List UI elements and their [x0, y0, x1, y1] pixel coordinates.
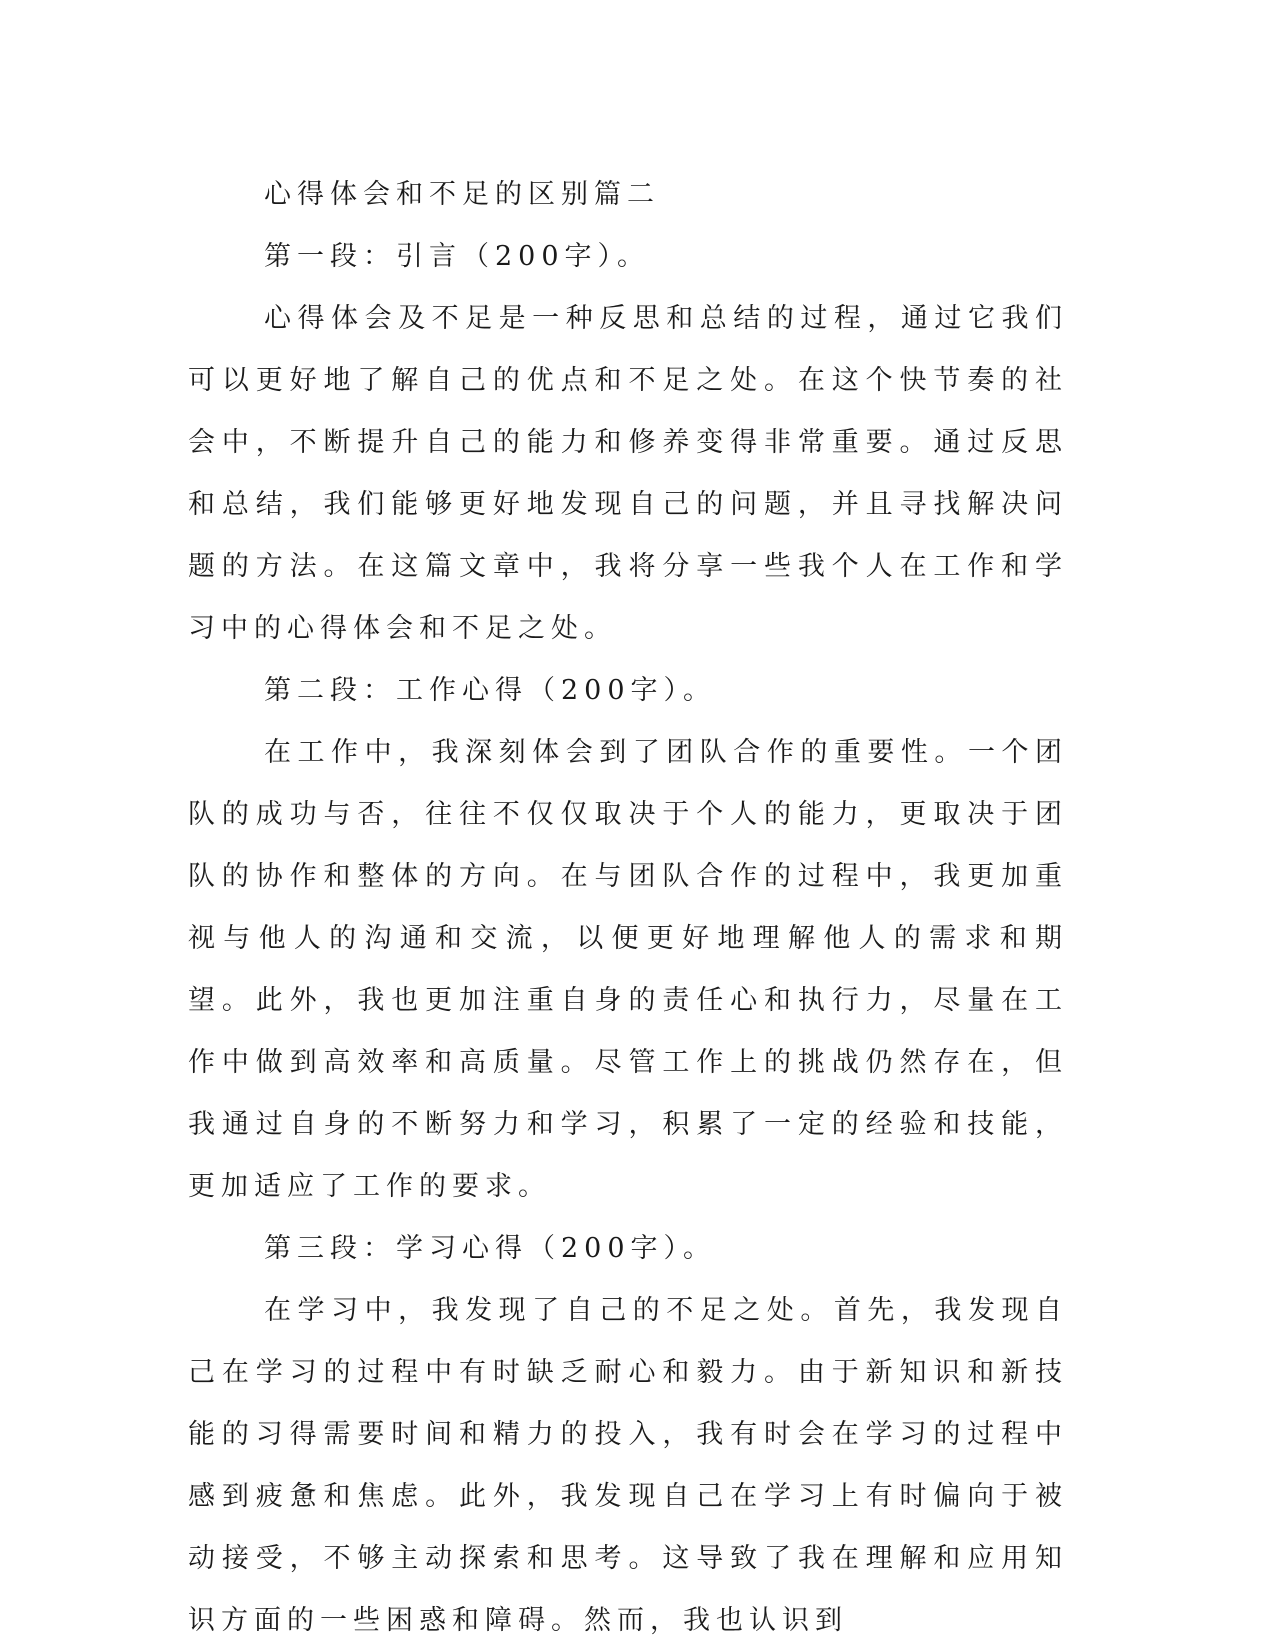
section-3-paragraph: 在学习中，我发现了自己的不足之处。首先，我发现自己在学习的过程中有时缺乏耐心和毅力。由于新知识和新技能的习得需要时间和精力的投入，我有时会在学习的过程中感到疲惫和焦虑。此外，我发现自己在学习上有时偏向于被动接受，不够主动探索和思考。这导致了我在理解和应用知识方面的一些困惑和障碍。然而，我也认识到 — [188, 1295, 1068, 1636]
section-2-paragraph: 在工作中，我深刻体会到了团队合作的重要性。一个团队的成功与否，往往不仅仅取决于个人的能力，更取决于团队的协作和整体的方向。在与团队合作的过程中，我更加重视与他人的沟通和交流，以便更好地理解他人的需求和期望。此外，我也更加注重自身的责任心和执行力，尽量在工作中做到高效率和高质量。尽管工作上的挑战仍然存在，但我通过自身的不断努力和学习，积累了一定的经验和技能，更加适应了工作的要求。 — [188, 737, 1068, 1202]
section-2-heading: 第二段：工作心得（200字）。 — [264, 675, 717, 706]
section-1-heading: 第一段：引言（200字）。 — [264, 241, 651, 272]
section-1-paragraph: 心得体会及不足是一种反思和总结的过程，通过它我们可以更好地了解自己的优点和不足之处。在这个快节奏的社会中，不断提升自己的能力和修养变得非常重要。通过反思和总结，我们能够更好地发现自己的问题，并且寻找解决问题的方法。在这篇文章中，我将分享一些我个人在工作和学习中的心得体会和不足之处。 — [188, 303, 1068, 644]
document-body — [188, 164, 1068, 1652]
section-3-heading: 第三段：学习心得（200字）。 — [264, 1233, 717, 1264]
document-title: 心得体会和不足的区别篇二 — [264, 179, 660, 210]
